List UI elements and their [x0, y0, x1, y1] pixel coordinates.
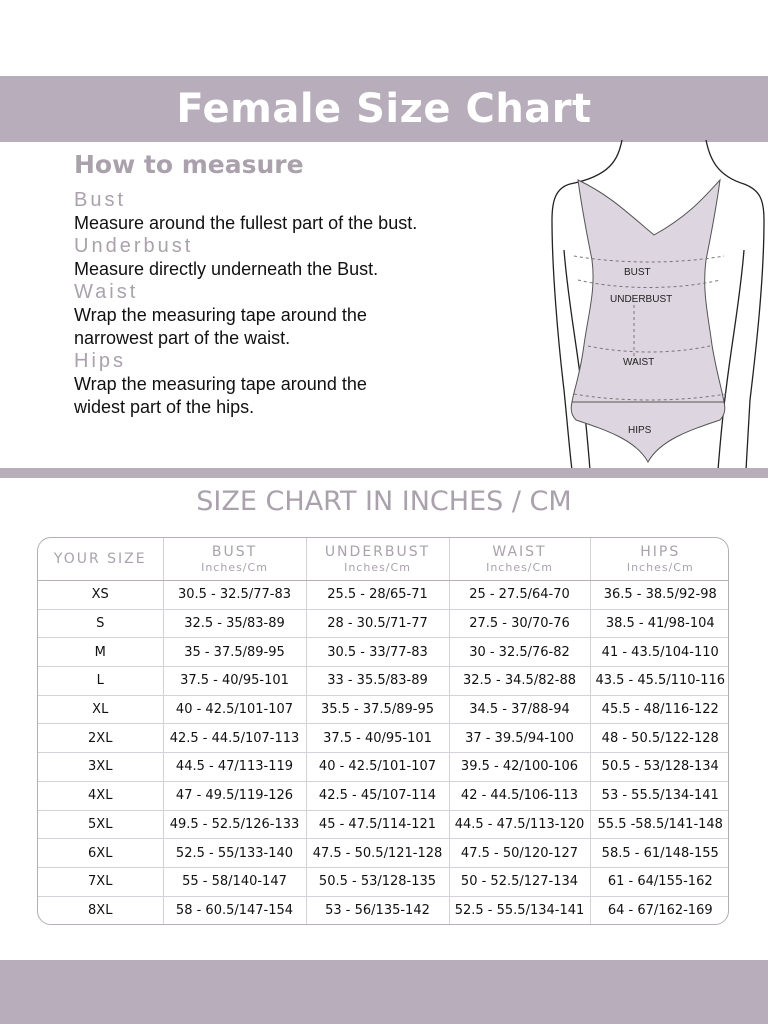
measurement-cell: 40 - 42.5/101-107 — [306, 753, 449, 782]
measure-desc: narrowest part of the waist. — [74, 328, 291, 348]
measurement-cell: 37.5 - 40/95-101 — [306, 724, 449, 753]
measure-desc: Wrap the measuring tape around the — [74, 305, 367, 325]
figure-label-underbust: UNDERBUST — [610, 294, 673, 305]
section-divider — [0, 468, 768, 478]
measurement-cell: 35.5 - 37.5/89-95 — [306, 695, 449, 724]
measurement-cell: 44.5 - 47/113-119 — [163, 753, 306, 782]
table-row — [38, 667, 729, 696]
measurement-cell: 61 - 64/155-162 — [590, 867, 729, 896]
measure-desc: Measure around the fullest part of the bust. — [74, 213, 418, 233]
table-row — [38, 839, 729, 868]
measurement-cell: 39.5 - 42/100-106 — [449, 753, 590, 782]
measure-item-waist — [74, 281, 534, 350]
measurement-cell: 32.5 - 35/83-89 — [163, 609, 306, 638]
measurement-cell: 53 - 56/135-142 — [306, 896, 449, 924]
measure-item-hips — [74, 350, 534, 419]
measure-term: Underbust — [74, 235, 194, 257]
measurement-cell: 25.5 - 28/65-71 — [306, 581, 449, 610]
size-cell: XL — [38, 695, 163, 724]
measurement-cell: 53 - 55.5/134-141 — [590, 781, 729, 810]
size-cell: M — [38, 638, 163, 667]
size-cell: 7XL — [38, 867, 163, 896]
header-unit: Inches/Cm — [344, 561, 411, 574]
table-row — [38, 753, 729, 782]
measurement-cell: 42 - 44.5/106-113 — [449, 781, 590, 810]
measurement-cell: 52.5 - 55.5/134-141 — [449, 896, 590, 924]
measurement-cell: 52.5 - 55/133-140 — [163, 839, 306, 868]
table-row — [38, 609, 729, 638]
header-name: BUST — [211, 544, 258, 560]
measurement-cell: 55 - 58/140-147 — [163, 867, 306, 896]
size-chart-title: SIZE CHART IN INCHES / CM — [196, 486, 572, 517]
header-underbust — [306, 538, 449, 581]
measurement-cell: 34.5 - 37/88-94 — [449, 695, 590, 724]
measure-item-bust — [74, 189, 534, 235]
measurement-cell: 44.5 - 47.5/113-120 — [449, 810, 590, 839]
header-hips — [590, 538, 729, 581]
header-unit: Inches/Cm — [486, 561, 553, 574]
header-name: UNDERBUST — [324, 544, 431, 560]
measurement-cell: 45 - 47.5/114-121 — [306, 810, 449, 839]
size-table — [37, 537, 729, 925]
measure-desc: widest part of the hips. — [74, 397, 255, 417]
size-cell: 5XL — [38, 810, 163, 839]
measure-item-underbust — [74, 235, 534, 281]
header-bust — [163, 538, 306, 581]
size-cell: L — [38, 667, 163, 696]
measurement-cell: 36.5 - 38.5/92-98 — [590, 581, 729, 610]
measurement-cell: 38.5 - 41/98-104 — [590, 609, 729, 638]
table-row — [38, 638, 729, 667]
table-header-row — [38, 538, 729, 581]
measurement-cell: 50.5 - 53/128-134 — [590, 753, 729, 782]
measurement-cell: 64 - 67/162-169 — [607, 902, 713, 918]
table-row — [38, 695, 729, 724]
figure-label-bust: BUST — [624, 267, 651, 278]
measurement-cell: 58.5 - 61/148-155 — [590, 839, 729, 868]
header-your-size: YOUR SIZE — [38, 538, 163, 581]
measurement-cell: 42.5 - 44.5/107-113 — [163, 724, 306, 753]
measurement-cell: 43.5 - 45.5/110-116 — [590, 667, 729, 696]
measurement-cell: 37 - 39.5/94-100 — [449, 724, 590, 753]
table-row — [38, 581, 729, 610]
table-row — [38, 896, 729, 924]
measurement-cell: 37.5 - 40/95-101 — [163, 667, 306, 696]
measure-desc: Wrap the measuring tape around the — [74, 374, 367, 394]
measurement-cell: 50.5 - 53/128-135 — [306, 867, 449, 896]
title-banner — [0, 76, 768, 142]
measurement-cell: 35 - 37.5/89-95 — [163, 638, 306, 667]
measurement-cell: 49.5 - 52.5/126-133 — [163, 810, 306, 839]
measurement-cell: 27.5 - 30/70-76 — [449, 609, 590, 638]
size-cell: S — [38, 609, 163, 638]
measurement-cell: 30.5 - 32.5/77-83 — [163, 581, 306, 610]
body-figure — [530, 140, 768, 470]
measure-term: Hips — [74, 350, 127, 372]
garment-shape — [572, 180, 724, 403]
size-cell: 6XL — [38, 839, 163, 868]
measure-desc: Measure directly underneath the Bust. — [74, 259, 379, 279]
footer-bar — [0, 960, 768, 1024]
table-row — [38, 724, 729, 753]
measurement-cell: 47.5 - 50.5/121-128 — [306, 839, 449, 868]
measurement-cell: 47.5 - 50/120-127 — [449, 839, 590, 868]
page-title: Female Size Chart — [176, 86, 592, 132]
measurement-cell: 48 - 50.5/122-128 — [590, 724, 729, 753]
measurement-cell: 32.5 - 34.5/82-88 — [449, 667, 590, 696]
figure-label-hips: HIPS — [628, 425, 652, 436]
how-to-measure-heading: How to measure — [74, 150, 304, 179]
header-waist — [449, 538, 590, 581]
size-cell: 3XL — [38, 753, 163, 782]
how-to-measure-section — [74, 150, 534, 419]
header-unit: Inches/Cm — [626, 561, 694, 574]
measurement-cell: 58 - 60.5/147-154 — [163, 896, 306, 924]
size-cell: 8XL — [38, 896, 163, 924]
measure-term: Waist — [74, 281, 139, 303]
table-body — [38, 581, 729, 925]
measure-term: Bust — [74, 189, 127, 211]
size-cell: 4XL — [38, 781, 163, 810]
measurement-cell: 45.5 - 48/116-122 — [590, 695, 729, 724]
table-row — [38, 810, 729, 839]
measurement-cell: 30 - 32.5/76-82 — [449, 638, 590, 667]
measurement-cell: 50 - 52.5/127-134 — [449, 867, 590, 896]
body-figure-illustration — [530, 140, 768, 470]
size-cell: XS — [38, 581, 163, 610]
table-row — [38, 867, 729, 896]
figure-label-waist: WAIST — [623, 357, 655, 368]
measurement-cell: 28 - 30.5/71-77 — [306, 609, 449, 638]
header-name: WAIST — [492, 544, 547, 560]
size-cell: 2XL — [38, 724, 163, 753]
table-row — [38, 781, 729, 810]
measurement-cell: 25 - 27.5/64-70 — [449, 581, 590, 610]
measurement-cell: 42.5 - 45/107-114 — [306, 781, 449, 810]
header-unit: Inches/Cm — [201, 561, 268, 574]
measurement-cell: 30.5 - 33/77-83 — [306, 638, 449, 667]
measurement-cell: 40 - 42.5/101-107 — [163, 695, 306, 724]
measurement-cell: 41 - 43.5/104-110 — [590, 638, 729, 667]
measurement-cell: 55.5 -58.5/141-148 — [590, 810, 729, 839]
measurement-cell: 33 - 35.5/83-89 — [306, 667, 449, 696]
header-name: HIPS — [640, 544, 681, 560]
measurement-cell: 47 - 49.5/119-126 — [163, 781, 306, 810]
